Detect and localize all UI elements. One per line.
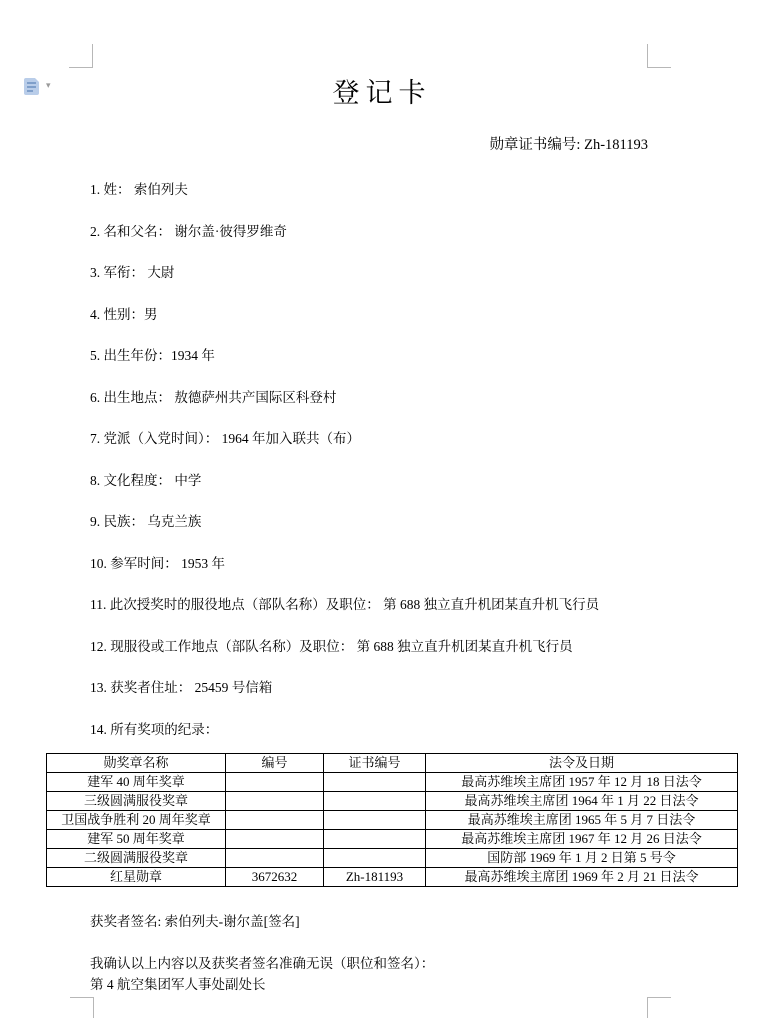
field-enlist-date: 10. 参军时间： 1953 年 — [90, 555, 225, 571]
cell-decree: 最高苏维埃主席团 1967 年 12 月 26 日法令 — [426, 830, 738, 849]
table-row — [47, 868, 738, 887]
cell-cert-number — [324, 773, 426, 792]
field-rank: 3. 军衔： 大尉 — [90, 265, 175, 280]
awards-table — [46, 753, 738, 887]
cell-cert-number: Zh-181193 — [324, 868, 426, 887]
col-header-cert-number: 证书编号 — [324, 754, 426, 773]
cell-number: 3672632 — [226, 868, 324, 887]
field-service-at-award: 11. 此次授奖时的服役地点（部队名称）及职位： 第 688 独立直升机团某直升机飞行员 — [90, 597, 600, 612]
cell-number — [226, 792, 324, 811]
cell-decree: 最高苏维埃主席团 1969 年 2 月 21 日法令 — [426, 868, 738, 887]
field-surname: 1. 姓： 索伯列夫 — [90, 182, 188, 197]
cell-number — [226, 773, 324, 792]
confirmation-statement: 我确认以上内容以及获奖者签名准确无误（职位和签名）： — [90, 956, 435, 971]
registration-fields — [90, 183, 710, 764]
table-row — [47, 811, 738, 830]
text-boundary-mark-top-right — [647, 44, 671, 68]
cell-decree: 国防部 1969 年 1 月 2 日第 5 号令 — [426, 849, 738, 868]
cell-medal-name: 建军 50 周年奖章 — [47, 830, 226, 849]
text-boundary-mark-bottom-left — [70, 997, 94, 1018]
field-address: 13. 获奖者住址： 25459 号信箱 — [90, 680, 273, 695]
field-awards-record: 14. 所有奖项的纪录： — [90, 721, 219, 737]
page-title: 登记卡 — [332, 78, 432, 108]
cell-number — [226, 811, 324, 830]
awards-table-container — [46, 753, 738, 887]
cell-decree: 最高苏维埃主席团 1964 年 1 月 22 日法令 — [426, 792, 738, 811]
field-party: 7. 党派（入党时间）： 1964 年加入联共（布） — [90, 431, 360, 446]
table-header-row — [47, 754, 738, 773]
chevron-down-icon: ▾ — [46, 81, 51, 91]
certificate-number-line: 勋章证书编号: Zh-181193 — [489, 137, 648, 153]
field-education: 8. 文化程度： 中学 — [90, 472, 202, 488]
col-header-number: 编号 — [226, 754, 324, 773]
field-ethnicity: 9. 民族： 乌克兰族 — [90, 514, 202, 529]
cell-cert-number — [324, 830, 426, 849]
table-row — [47, 773, 738, 792]
cell-medal-name: 三级圆满服役奖章 — [47, 792, 226, 811]
cell-cert-number — [324, 849, 426, 868]
col-header-decree-date: 法令及日期 — [426, 754, 738, 773]
cell-medal-name: 红星勋章 — [47, 868, 226, 887]
cell-number — [226, 849, 324, 868]
cell-medal-name: 二级圆满服役奖章 — [47, 849, 226, 868]
text-boundary-mark-top-left — [69, 44, 93, 68]
table-row — [47, 830, 738, 849]
awardee-signature-line: 获奖者签名: 索伯列夫-谢尔盖[签名] — [90, 914, 300, 929]
field-name-patronymic: 2. 名和父名： 谢尔盖·彼得罗维奇 — [90, 223, 287, 239]
text-boundary-mark-bottom-right — [647, 997, 671, 1018]
cell-decree: 最高苏维埃主席团 1957 年 12 月 18 日法令 — [426, 773, 738, 792]
table-row — [47, 792, 738, 811]
table-row — [47, 849, 738, 868]
field-current-service: 12. 现服役或工作地点（部队名称）及职位： 第 688 独立直升机团某直升机飞行员 — [90, 638, 573, 654]
cell-medal-name: 建军 40 周年奖章 — [47, 773, 226, 792]
col-header-medal-name: 勋奖章名称 — [47, 754, 226, 773]
confirmer-title: 第 4 航空集团军人事处副处长 — [90, 977, 266, 992]
field-gender: 4. 性别：男 — [90, 306, 158, 322]
cell-number — [226, 830, 324, 849]
cell-cert-number — [324, 792, 426, 811]
cell-cert-number — [324, 811, 426, 830]
field-birth-year: 5. 出生年份：1934 年 — [90, 348, 215, 363]
field-birth-place: 6. 出生地点： 敖德萨州共产国际区科登村 — [90, 389, 337, 405]
cell-medal-name: 卫国战争胜利 20 周年奖章 — [47, 811, 226, 830]
cell-decree: 最高苏维埃主席团 1965 年 5 月 7 日法令 — [426, 811, 738, 830]
